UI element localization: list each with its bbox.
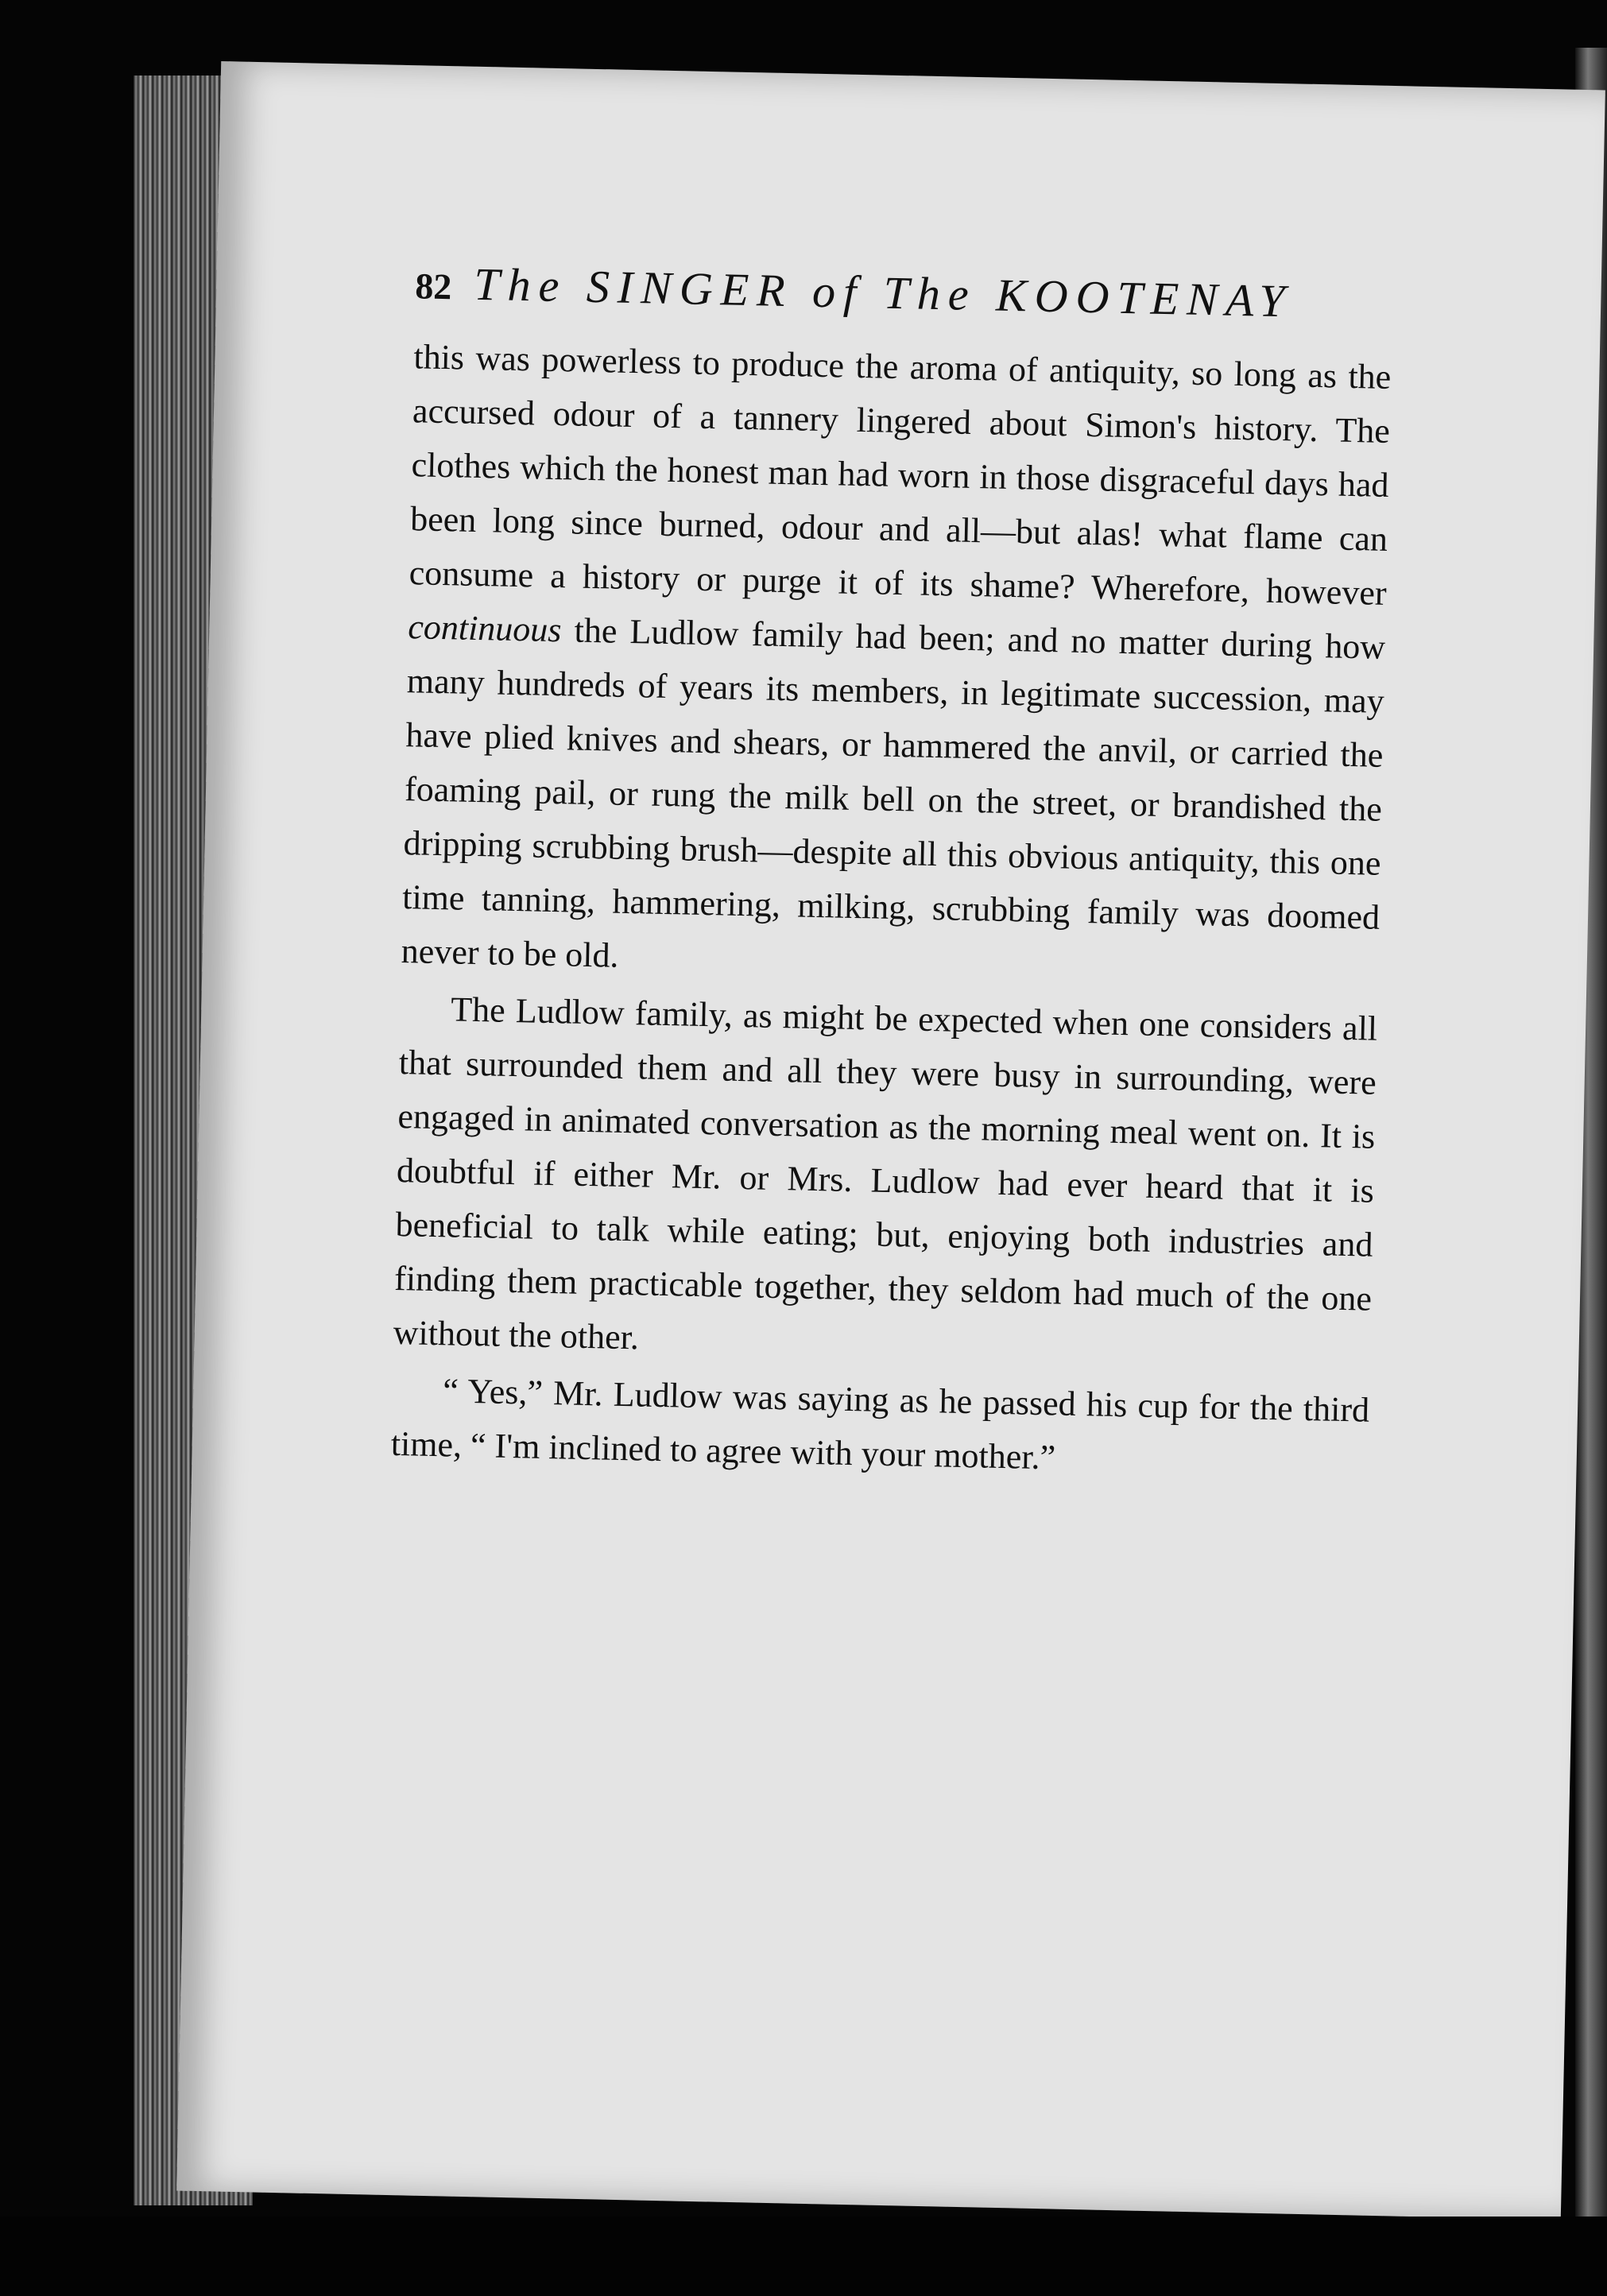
paragraph-1-text-rest: the Ludlow family had been; and no matter during how many hundreds of years its members, in legitimate succession, may have plied knives and shears, or hammered the anvil, or carried the foaming pail, or rung the milk bell on the street, or brandished the dripping scrubbing brush—despite all this obvious antiquity, this one time tanning, hammering, milking, scrubbing family was doomed never to be old.: [401, 610, 1386, 975]
page-content: [390, 256, 1393, 1491]
bottom-scan-border: [0, 2217, 1607, 2296]
running-header: [415, 256, 1393, 330]
paragraph-1-text: this was powerless to produce the aroma of antiquity, so long as the accursed odour of a tannery lingered about Simon's history. The clothes which the honest man had worn in those disgraceful days had been long since burned, odour and all—but alas! what flame can consume a history or purge it of its shame? Wherefore, however: [409, 337, 1392, 613]
page-number: 82: [414, 265, 452, 308]
running-title: The SINGER of The KOOTENAY: [473, 257, 1294, 327]
page-sheet: [176, 61, 1605, 2220]
paragraph-3: “ Yes,” Mr. Ludlow was saying as he passed his cup for the third time, “ I'm inclined to agree with your mother.”: [390, 1371, 1370, 1477]
paragraph-1: [401, 330, 1392, 999]
paragraph-2: The Ludlow family, as might be expected when one considers all that surrounded them and all they were busy in surrounding, were engaged in animated conversation as the morning meal went on. It is doubtful if either Mr. or Mrs. Ludlow had ever heard that it is beneficial to talk while eating; but, enjoying both industries and finding them practicable together, they seldom had much of the one without the other.: [393, 989, 1378, 1357]
italic-word: continuous: [407, 607, 562, 650]
